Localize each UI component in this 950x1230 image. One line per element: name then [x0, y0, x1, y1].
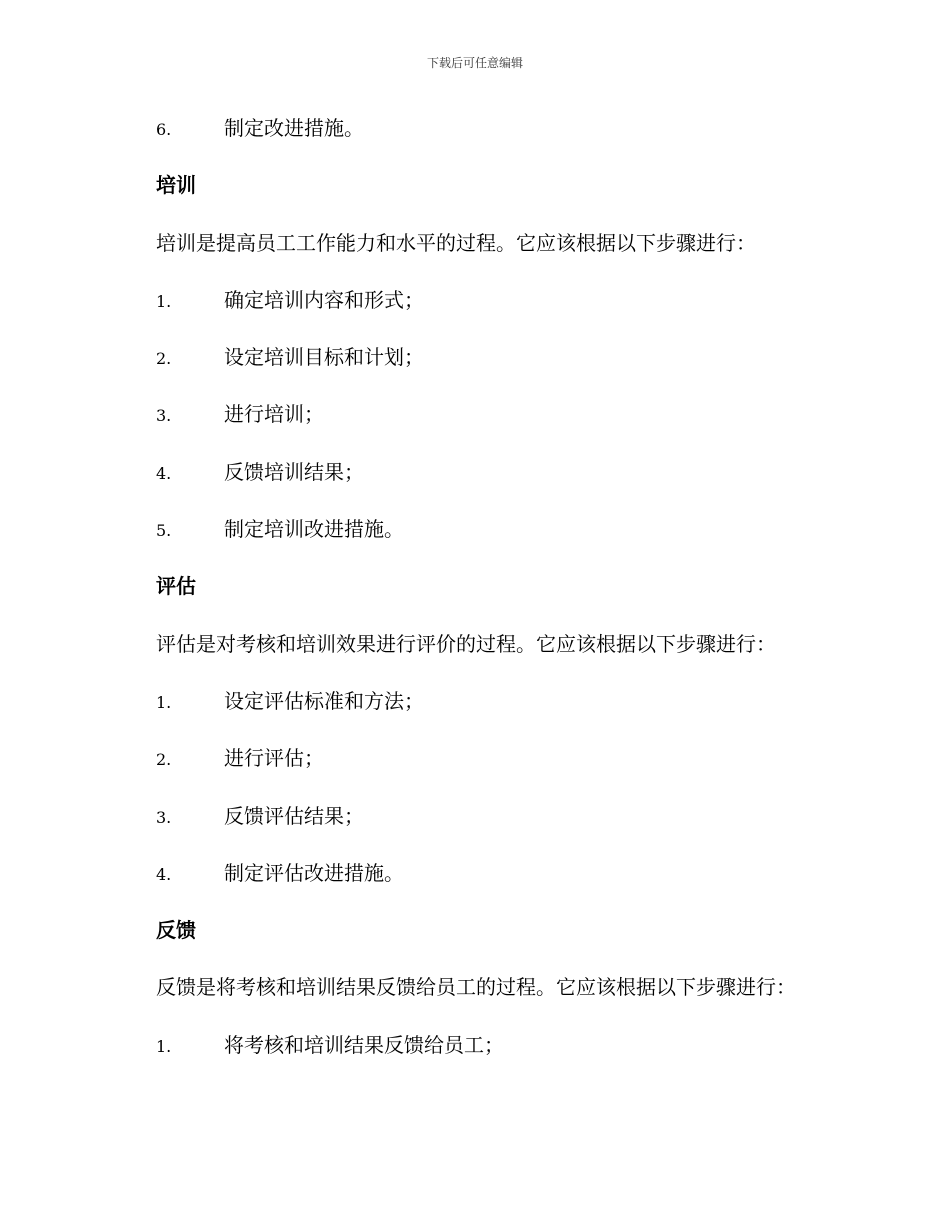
list-number: 1. — [156, 1036, 172, 1056]
list-text: 确定培训内容和形式； — [224, 287, 424, 312]
list-number: 3. — [156, 406, 172, 426]
list-number: 4. — [156, 864, 172, 884]
list-number: 2. — [156, 750, 172, 770]
list-item — [156, 851, 828, 908]
list-text: 制定评估改进措施。 — [224, 860, 404, 885]
list-number: 5. — [156, 521, 172, 541]
list-number: 1. — [156, 291, 172, 311]
list-number: 2. — [156, 349, 172, 369]
section-paragraph-training: 培训是提高员工工作能力和水平的过程。它应该根据以下步骤进行： — [156, 230, 756, 255]
list-item — [156, 1023, 828, 1080]
list-text: 反馈评估结果； — [224, 803, 364, 828]
list-text: 设定评估标准和方法； — [224, 688, 424, 713]
section-heading-feedback: 反馈 — [156, 918, 196, 943]
list-item — [156, 450, 828, 507]
list-number: 4. — [156, 463, 172, 483]
list-number: 6. — [156, 120, 172, 139]
page-header: 下载后可任意编辑 — [426, 56, 523, 70]
list-item — [156, 106, 828, 163]
list-text: 制定培训改进措施。 — [224, 517, 404, 542]
list-text: 进行评估； — [224, 746, 324, 771]
list-item — [156, 392, 828, 449]
list-item — [156, 335, 828, 392]
section-paragraph-evaluation: 评估是对考核和培训效果进行评价的过程。它应该根据以下步骤进行： — [156, 631, 776, 656]
list-number: 3. — [156, 807, 172, 827]
list-item — [156, 679, 828, 736]
section-heading-evaluation: 评估 — [156, 574, 196, 599]
list-text: 进行培训； — [224, 402, 324, 427]
list-text: 设定培训目标和计划； — [224, 345, 424, 370]
section-paragraph-feedback: 反馈是将考核和培训结果反馈给员工的过程。它应该根据以下步骤进行： — [156, 975, 796, 1000]
list-text: 将考核和培训结果反馈给员工； — [224, 1032, 504, 1057]
list-item — [156, 278, 828, 335]
list-item — [156, 507, 828, 564]
list-text: 制定改进措施。 — [224, 116, 364, 140]
section-heading-training: 培训 — [156, 173, 196, 198]
list-number: 1. — [156, 692, 172, 712]
list-item — [156, 736, 828, 793]
list-item — [156, 794, 828, 851]
list-text: 反馈培训结果； — [224, 459, 364, 484]
document-body — [112, 106, 828, 1080]
